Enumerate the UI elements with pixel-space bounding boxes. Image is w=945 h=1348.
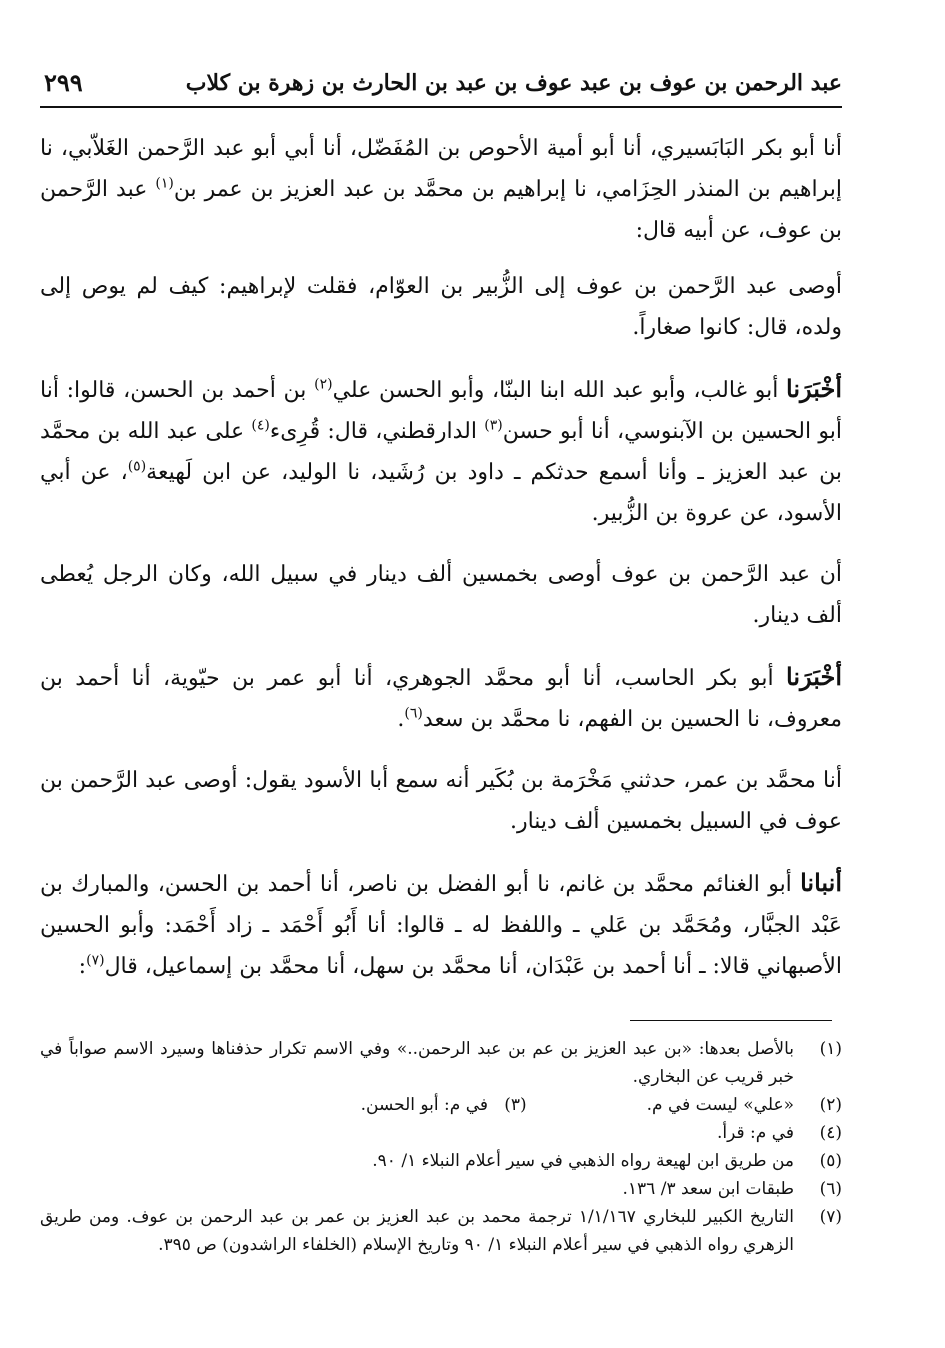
paragraph: أخْبَرَنا أبو بكر الحاسب، أنا أبو محمَّد الجوهري، أنا أبو عمر بن حيّوية، أنا أحمد بن معروف، نا الحسين بن الفهم، نا محمَّد بن سعد$^{(٦)}$.	[40, 662, 842, 732]
footnote-ref: (٧)	[86, 952, 105, 969]
footnote-number: (٣)	[504, 1095, 527, 1115]
isnad-lead: أخْبَرَنا	[786, 662, 842, 691]
page-header	[40, 62, 842, 108]
paragraph: أنا أبو بكر البَابَسيري، أنا أبو أمية الأحوص بن المُفَضّل، أنا أبي أبو عبد الرَّحمن الغَلاّبي، نا إبراهيم بن المنذر الحِزَامي، نا إبراهيم بن محمَّد بن عبد العزيز بن عمر بن$^{(١)}$ عبد الرَّحمن بن عوف، عن أبيه قال:	[40, 136, 842, 243]
paragraph: أخْبَرَنا أبو غالب، وأبو عبد الله ابنا البنّا، وأبو الحسن علي$^{(٢)}$ بن أحمد بن الحسن، قالوا: أنا أبو الحسين بن الآبنوسي، أنا أبو حسن$^{(٣)}$ الدارقطني، قال: قُرِىء$^{(٤)}$ على عبد الله بن محمَّد بن عبد العزيز ـ وأنا أسمع حدثكم ـ داود بن رُشَيد، نا الوليد، عن ابن لَهيعة$^{(٥)}$، عن أبي الأسود، عن عروة بن الزُّبير.	[40, 374, 842, 526]
footnotes	[40, 1035, 842, 1259]
paragraph: أنا محمَّد بن عمر، حدثني مَخْرَمة بن بُكَير أنه سمع أبا الأسود يقول: أوصى عبد الرَّحمن بن عوف في السبيل بخمسين ألف دينار.	[40, 768, 842, 834]
main-text	[40, 128, 842, 1002]
footnote: (٤) في م: قرأ.	[717, 1123, 842, 1143]
running-title: عبد الرحمن بن عوف بن عبد عوف بن عبد بن الحارث بن زهرة بن كلاب	[185, 70, 842, 96]
footnote-text: في م: أبو الحسن.	[360, 1095, 488, 1115]
footnote-ref: (٤)	[251, 417, 270, 434]
paragraph: أوصى عبد الرَّحمن بن عوف إلى الزُّبير بن العوّام، فقلت لإبراهيم: كيف لم يوص إلى ولده، قال: كانوا صغاراً.	[40, 274, 842, 340]
footnote-ref: (١)	[155, 175, 174, 192]
footnote-divider	[630, 1020, 832, 1021]
footnote: (٥) من طريق ابن لهيعة رواه الذهبي في سير أعلام النبلاء ١/ ٩٠.	[372, 1151, 842, 1171]
footnote-ref: (٦)	[404, 705, 423, 722]
paragraph: أنبانا أبو الغنائم محمَّد بن غانم، نا أبو الفضل بن ناصر، أنا أحمد بن الحسن، والمبارك بن عَبْد الجبَّار، ومُحَمَّد بن عَلي ـ واللفظ له ـ قالوا: أنا أَبُو أَحْمَد ـ زاد أَحْمَد: وأبو الحسين الأصبهاني قالا: ـ أنا أحمد بن عَبْدَان، أنا محمَّد بن سهل، أنا محمَّد بن إسماعيل، قال$^{(٧)}$:	[40, 868, 842, 979]
paragraph: أن عبد الرَّحمن بن عوف أوصى بخمسين ألف دينار في سبيل الله، وكان الرجل يُعطى ألف دينار.	[40, 562, 842, 628]
footnote: (٧) التاريخ الكبير للبخاري ١/١/١٦٧ ترجمة محمد بن عبد العزيز بن عمر بن عبد الرحمن بن عوف. ومن طريق الزهري رواه الذهبي في سير أعلام النبلاء ١/ ٩٠ وتاريخ الإسلام (الخلفاء الراشدون) ص ٣٩٥.	[40, 1207, 842, 1255]
page-number: ٢٩٩	[44, 68, 83, 97]
footnote: (٦) طبقات ابن سعد ٣/ ١٣٦.	[622, 1179, 842, 1199]
footnote: (١) بالأصل بعدها: «بن عبد العزيز بن عم بن عبد الرحمن..» وفي الاسم تكرار حذفناها وسيرد الاسم صواباً في خبر قريب عن البخاري.	[40, 1039, 842, 1087]
isnad-lead: أخْبَرَنا	[786, 374, 842, 403]
footnote: (٢) «علي» ليست في م. (٣) في م: أبو الحسن.	[360, 1095, 842, 1115]
footnote-ref: (٣)	[484, 417, 503, 434]
footnote-ref: (٢)	[314, 376, 333, 393]
isnad-lead: أنبانا	[800, 868, 842, 897]
footnote-ref: (٥)	[127, 458, 147, 475]
